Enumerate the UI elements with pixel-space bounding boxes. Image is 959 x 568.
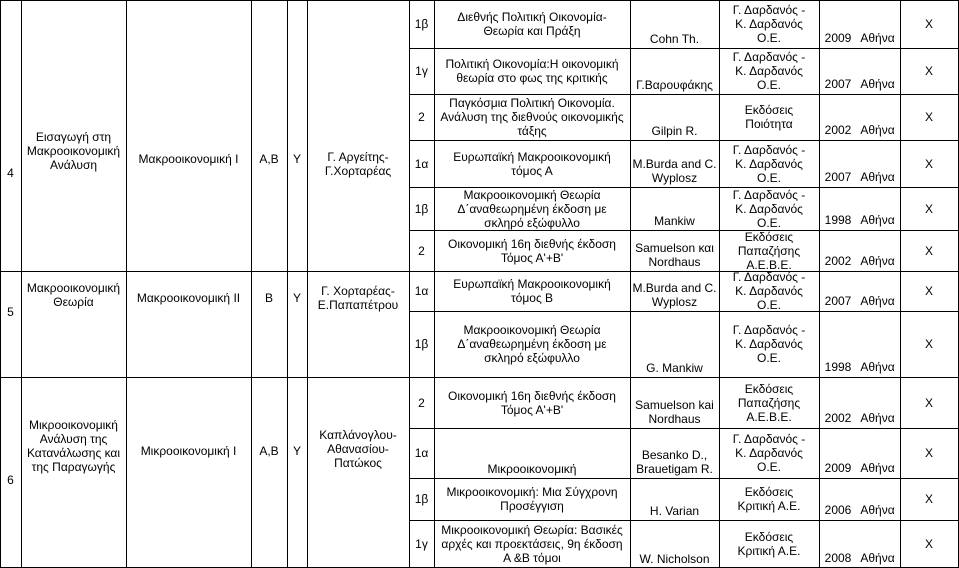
book-city: Αθήνα <box>860 31 895 45</box>
grid-vline <box>434 0 435 568</box>
book-author: Nordhaus <box>648 412 701 426</box>
row-number: 6 <box>7 473 14 487</box>
book-code: 1β <box>414 337 429 351</box>
book-publisher: Γ. Δαρδανός - <box>732 188 806 202</box>
book-title: Διεθνής Πολιτική Οικονομία- <box>457 10 607 24</box>
book-author: Γ.Βαρουφάκης <box>636 78 713 92</box>
book-publisher: Κ. Δαρδανός <box>735 157 803 171</box>
book-title: Ανάλυση της διεθνούς οικονομικής <box>440 110 624 124</box>
grid-vline <box>287 0 288 568</box>
book-publisher: Κριτική Α.Ε. <box>737 544 801 558</box>
book-title: Μικροοικονομική <box>487 462 577 476</box>
book-publisher: Ο.Ε. <box>756 171 781 185</box>
book-year: 1998 <box>824 213 852 227</box>
subject-title: Θεωρία <box>53 295 94 309</box>
subject-title: Ανάλυση <box>49 158 98 172</box>
book-mark: X <box>924 244 933 258</box>
book-year: 2008 <box>824 551 852 565</box>
book-code: 1β <box>414 492 429 506</box>
grid-vline <box>719 0 720 568</box>
book-city: Αθήνα <box>860 254 895 268</box>
book-publisher: Εκδόσεις <box>744 530 794 544</box>
book-title: τόμος Β <box>510 291 554 305</box>
book-author: M.Burda and C. <box>632 281 717 295</box>
grid-vline <box>21 0 22 568</box>
book-publisher: Ο.Ε. <box>756 78 781 92</box>
grid-vline <box>126 0 127 568</box>
book-code: 2 <box>418 396 425 410</box>
grid-hline <box>409 520 959 521</box>
row-number: 5 <box>7 305 14 319</box>
book-publisher: Κ. Δαρδανός <box>735 446 803 460</box>
book-mark: X <box>924 157 933 171</box>
book-publisher: Εκδόσεις <box>744 103 794 117</box>
book-city: Αθήνα <box>860 77 895 91</box>
book-author: Brauetigam R. <box>636 462 713 476</box>
book-author: H. Varian <box>649 504 700 518</box>
book-year: 1998 <box>824 360 852 374</box>
book-publisher: Γ. Δαρδανός - <box>732 3 806 17</box>
book-code: 1γ <box>415 537 428 551</box>
semester: A,B <box>259 152 279 166</box>
book-publisher: Εκδόσεις <box>744 230 794 244</box>
book-year: 2006 <box>824 503 852 517</box>
grid-hline <box>409 478 959 479</box>
book-city: Αθήνα <box>860 294 895 308</box>
book-publisher: Παπαζήσης <box>737 396 801 410</box>
book-publisher: Κ. Δαρδανός <box>735 64 803 78</box>
grid-hline <box>409 311 959 312</box>
course-type: Y <box>292 152 301 166</box>
teachers: Γ. Αργείτης- <box>327 150 389 164</box>
book-city: Αθήνα <box>860 503 895 517</box>
book-publisher: Ο.Ε. <box>756 351 781 365</box>
book-title: αρχές και προεκτάσεις, 9η έκδοση <box>441 537 623 551</box>
book-author: Samuelson και <box>635 241 714 255</box>
teachers: Γ. Χορταρέας- <box>321 284 395 298</box>
book-city: Αθήνα <box>860 360 895 374</box>
book-code: 1α <box>414 446 429 460</box>
subject-title: Ανάλυση της <box>39 432 108 446</box>
book-title: θεωρία στο φως της κριτικής <box>456 71 608 85</box>
course-type: Y <box>292 444 301 458</box>
course-name: Μακροοικονομική ΙΙ <box>136 291 241 305</box>
book-publisher: Γ. Δαρδανός - <box>732 323 806 337</box>
teachers: Καπλάνογλου- <box>319 428 397 442</box>
book-code: 2 <box>418 244 425 258</box>
book-publisher: Γ. Δαρδανός - <box>732 143 806 157</box>
book-title: σκληρό εξώφυλλο <box>484 216 580 230</box>
grid-hline <box>409 94 959 95</box>
book-title: Μακροοικονομική Θεωρία <box>463 188 601 202</box>
subject-title: Μακροοικονομική <box>26 144 121 158</box>
book-publisher: Ο.Ε. <box>756 298 781 312</box>
grid-hline <box>409 271 959 272</box>
grid-vline <box>307 0 308 568</box>
book-mark: X <box>924 492 933 506</box>
teachers: Πατώκος <box>334 456 382 470</box>
grid-vline <box>819 0 820 568</box>
book-author: Mankiw <box>654 214 695 228</box>
book-city: Αθήνα <box>860 551 895 565</box>
grid-hline <box>409 48 959 49</box>
book-author: Gilpin R. <box>651 124 698 138</box>
book-publisher: Παπαζήσης <box>737 244 801 258</box>
book-mark: X <box>924 17 933 31</box>
book-title: Μακροοικονομική Θεωρία <box>463 323 601 337</box>
book-mark: X <box>924 64 933 78</box>
book-title: Οικονομική 16η διεθνής έκδοση <box>448 237 616 251</box>
book-title: Δ΄αναθεωρημένη έκδοση με <box>457 337 607 351</box>
book-title: Ευρωπαϊκή Μακροοικονομική <box>453 150 611 164</box>
book-publisher: Ο.Ε. <box>756 460 781 474</box>
book-city: Αθήνα <box>860 170 895 184</box>
grid-vline <box>630 0 631 568</box>
book-author: M.Burda and C. <box>632 157 717 171</box>
book-mark: X <box>924 284 933 298</box>
book-city: Αθήνα <box>860 411 895 425</box>
course-type: Y <box>292 291 301 305</box>
book-year: 2009 <box>824 461 852 475</box>
book-title: Θεωρία και Πράξη <box>483 24 581 38</box>
book-mark: X <box>924 537 933 551</box>
book-year: 2007 <box>824 294 852 308</box>
book-code: 1β <box>414 17 429 31</box>
teachers: Ε.Παπαπέτρου <box>317 298 399 312</box>
book-year: 2002 <box>824 411 852 425</box>
book-publisher: Κριτική Α.Ε. <box>737 499 801 513</box>
book-mark: X <box>924 446 933 460</box>
book-code: 1α <box>414 157 429 171</box>
book-title: Δ΄αναθεωρημένη έκδοση με <box>457 202 607 216</box>
book-publisher: Κ. Δαρδανός <box>735 202 803 216</box>
course-name: Μακροοικονομική Ι <box>138 152 239 166</box>
subject-title: Κατανάλωσης και <box>26 446 121 460</box>
book-author: Wyplosz <box>651 171 698 185</box>
book-year: 2002 <box>824 254 852 268</box>
book-author: Cohn Th. <box>649 32 700 46</box>
book-title: Μικροοικονομική Θεωρία: Βασικές <box>441 523 623 537</box>
book-publisher: Ο.Ε. <box>756 31 781 45</box>
row-number: 4 <box>7 166 14 180</box>
subject-title: Εισαγωγή στη <box>35 130 112 144</box>
book-mark: X <box>924 110 933 124</box>
book-publisher: Εκδόσεις <box>744 382 794 396</box>
book-publisher: Γ. Δαρδανός - <box>732 50 806 64</box>
book-author: Nordhaus <box>648 255 701 269</box>
book-mark: X <box>924 202 933 216</box>
book-publisher: Κ. Δαρδανός <box>735 17 803 31</box>
book-year: 2002 <box>824 123 852 137</box>
book-code: 1γ <box>415 64 428 78</box>
teachers: Γ.Χορταρέας <box>324 164 392 178</box>
book-title: τόμος Α <box>511 164 553 178</box>
book-publisher: Κ. Δαρδανός <box>735 337 803 351</box>
subject-title: Μακροοικονομική <box>26 281 121 295</box>
book-title: Τόμος Α'+Β' <box>500 251 564 265</box>
grid-hline <box>409 377 959 378</box>
book-code: 1α <box>414 284 429 298</box>
book-author: W. Nicholson <box>639 552 710 566</box>
grid-hline <box>409 230 959 231</box>
book-author: Samuelson kai <box>635 398 714 412</box>
book-publisher: Ο.Ε. <box>756 216 781 230</box>
book-city: Αθήνα <box>860 123 895 137</box>
book-title: Προσέγγιση <box>500 499 564 513</box>
book-city: Αθήνα <box>860 461 895 475</box>
grid-hline <box>409 428 959 429</box>
book-title: Μικροοικονομική: Μια Σύγχρονη <box>446 485 618 499</box>
book-publisher: Ποιότητα <box>745 117 793 131</box>
book-title: Πολιτική Οικονομία:Η οικονομική <box>445 57 619 71</box>
book-mark: X <box>924 337 933 351</box>
course-name: Μικροοικονομική Ι <box>140 444 237 458</box>
book-publisher: Γ. Δαρδανός - <box>732 432 806 446</box>
teachers: Αθανασίου- <box>327 442 389 456</box>
book-title: σκληρό εξώφυλλο <box>484 351 580 365</box>
book-title: Τόμος Α'+Β' <box>500 403 564 417</box>
book-year: 2007 <box>824 170 852 184</box>
grid-hline <box>409 140 959 141</box>
semester: A,B <box>259 444 279 458</box>
book-city: Αθήνα <box>860 213 895 227</box>
book-mark: X <box>924 396 933 410</box>
book-title: Α &Β τόμοι <box>503 551 561 565</box>
book-title: Παγκόσμια Πολιτική Οικονομία. <box>449 96 615 110</box>
book-title: Οικονομική 16η διεθνής έκδοση <box>448 389 616 403</box>
subject-title: Μικροοικονομική <box>29 418 118 432</box>
book-year: 2009 <box>824 31 852 45</box>
grid-hline <box>409 0 959 1</box>
book-title: τάξης <box>517 124 547 138</box>
book-year: 2007 <box>824 77 852 91</box>
book-code: 1β <box>414 202 429 216</box>
book-code: 2 <box>418 110 425 124</box>
book-publisher: Α.Ε.Β.Ε. <box>746 258 792 272</box>
subject-title: της Παραγωγής <box>31 460 116 474</box>
book-publisher: Α.Ε.Β.Ε. <box>746 410 792 424</box>
book-publisher: Εκδόσεις <box>744 485 794 499</box>
book-title: Ευρωπαϊκή Μακροοικονομική <box>453 277 611 291</box>
grid-vline <box>251 0 252 568</box>
book-publisher: Γ. Δαρδανός - <box>732 270 806 284</box>
book-author: G. Mankiw <box>646 361 703 375</box>
semester: B <box>264 291 273 305</box>
book-author: Wyplosz <box>651 295 698 309</box>
book-author: Besanko D., <box>641 448 708 462</box>
book-publisher: Κ. Δαρδανός <box>735 284 803 298</box>
